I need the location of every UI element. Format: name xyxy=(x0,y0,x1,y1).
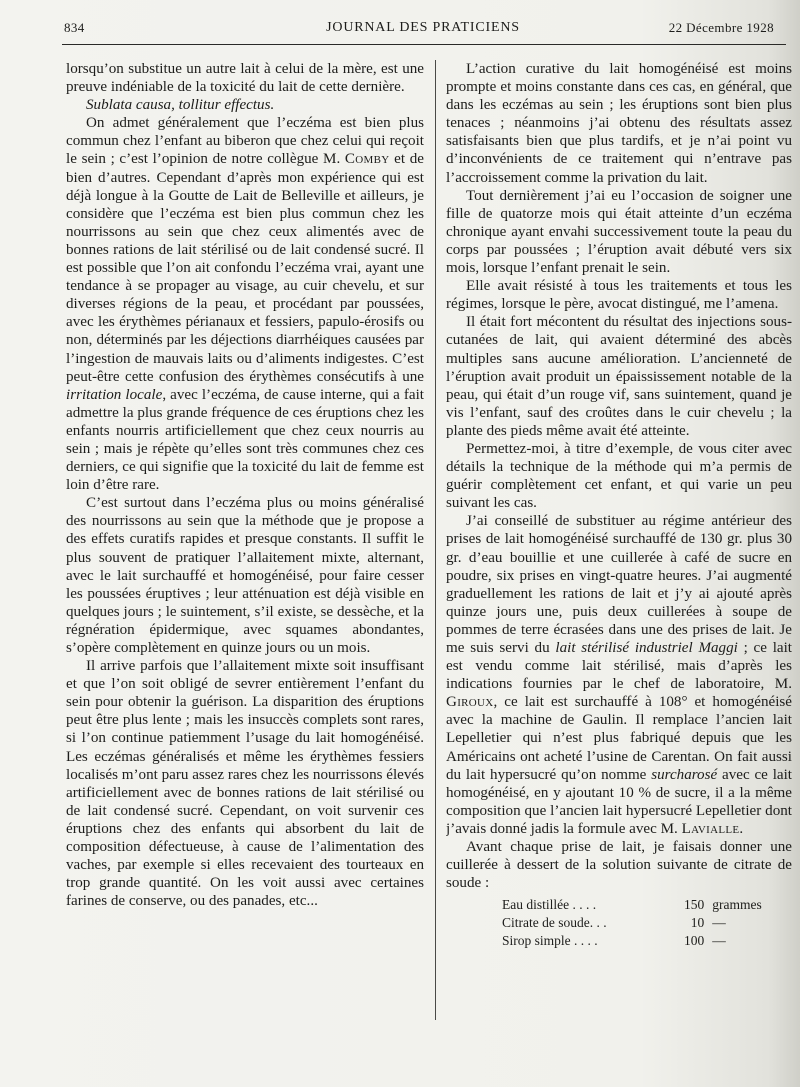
right-column xyxy=(446,60,792,1080)
page-header xyxy=(64,18,782,40)
emphasis: lait stérilisé industriel Maggi xyxy=(555,640,738,656)
paragraph: Il était fort mécontent du résultat des injections sous-cutanées de lait, qui avaient déterminé des abcès multiples sans aucune amélioration. L’ancienneté de l’éruption avait produit un épaississement notable de la peau, qui était d’un rouge vif, sans suintement, quand je vis l’enfant, sauf des croûtes dans le cuir chevelu ; la plante des pieds même avait été atteinte. xyxy=(446,314,792,439)
recipe-unit: — xyxy=(712,915,726,931)
page-number: 834 xyxy=(64,20,85,35)
recipe-quantity: 100 xyxy=(684,933,705,949)
recipe-ingredient: Eau distillée . . . . xyxy=(502,897,597,913)
recipe-row xyxy=(502,914,792,932)
recipe-row xyxy=(502,896,792,914)
recipe-table xyxy=(502,896,792,950)
recipe-unit: grammes xyxy=(712,897,762,913)
recipe-ingredient: Sirop simple . . . . xyxy=(502,933,598,949)
paragraph: lorsqu’on substitue un autre lait à celui de la mère, est une preuve indéniable de la toxicité du lait de cette dernière. xyxy=(66,61,424,96)
author-name: Comby xyxy=(344,151,390,168)
paragraph: C’est surtout dans l’eczéma plus ou moins généralisé des nourrissons au sein que la méthode que je propose a des effets curatifs rapides et presque constants. Il suffit le plus souvent de pratiquer l’allaitement mixte, alternant, avec le lait surchauffé et homogénéisé, pour faire cesser les poussées éruptives ; leur atténuation est déjà visible en quelques jours ; le suintement, s’il existe, se dessèche, et la régnération épidermique, avec squames abondantes, s’opère complètement en quinze jours ou un mois. xyxy=(66,495,424,656)
paragraph: Il arrive parfois que l’allaitement mixte soit insuffisant et que l’on soit obligé de sevrer entièrement l’enfant du sein pour obtenir la guérison. La disparition des éruptions peut être plus lente ; mais les insuccès complets sont rares, si l’on continue patiemment l’usage du lait homogénéisé. Les eczémas généralisés et même les érythèmes fessiers localisés m’ont paru assez rares chez les nourrissons élevés artificiellement avec de bonnes rations de lait stérilisé ou de lait condensé sucré. Cependant, on voit survenir ces éruptions chez des enfants qui absorbent du lait de composition défectueuse, à cause de l’alimentation des vaches, par exemple si elles recevaient des tourteaux en trop grande quantité. On les voit aussi avec certaines farines de conserve, ou des panades, etc... xyxy=(66,658,424,910)
recipe-quantity: 150 xyxy=(684,897,705,913)
emphasis: irritation locale xyxy=(66,386,163,403)
paragraph: Elle avait résisté à tous les traitements et tous les régimes, lorsque le père, avocat distingué, me l’amena. xyxy=(446,278,792,313)
paragraph: J’ai conseillé de substituer au régime antérieur des prises de lait homogénéisé surchauffé de 130 gr. plus 30 gr. d’eau bouillie et une cuillerée à café de sucre en poudre, six prises en vingt-quatre heures. J’ai augmenté graduellement les rations de lait et j’y ai ajouté après quinze jours une, puis deux cuillerées à soupe de pommes de terre écrasées dans une des prises de lait. Je me suis servi du lait stérilisé industriel Maggi ; ce lait est vendu comme lait stérilisé, mais d’après les indications fournies par le chef de laboratoire, M. Giroux, ce lait est surchauffé à 108° et homogénéisé avec la machine de Gaulin. Il remplace l’ancien lait Lepelletier qui n’est plus fabriqué depuis que les Américains ont acheté l’usine de Carentan. On fait aussi du lait hypersucré qu’on nomme surcharosé avec ce lait homogénéisé, en y ajoutant 10 % de sucre, il a la même composition que l’ancien lait hypersucré Lepelletier dont j’avais donné jadis la formule avec M. Lavialle. xyxy=(446,513,792,837)
recipe-row xyxy=(502,932,792,950)
emphasis: surcharosé xyxy=(651,766,718,783)
column-divider xyxy=(435,60,436,1020)
paragraph: On admet généralement que l’eczéma est bien plus commun chez l’enfant au biberon que chez celui qui reçoit le sein ; c’est l’opinion de notre collègue M. Comby et de bien d’autres. Cependant d’après mon expérience qui est déjà longue à la Goutte de Lait de Belleville et ailleurs, je considère que l’eczéma est bien plus commun chez les nourrissons au sein que chez ceux alimentés avec de bonnes rations de lait stérilisé ou de lait condensé sucré. Il est possible que l’on ait confondu l’eczéma vrai, ayant une tendance à se propager au visage, au cuir chevelu, et sur diverses régions de la peau, et procédant par poussées, avec les érythèmes périanaux et fessiers, papulo-érosifs ou non, déterminés par les déjections diarrhéiques causées par l’ingestion de mauvais laits ou d’aliments indigestes. C’est peut-être cette confusion des érythèmes consécutifs à une irritation locale, avec l’eczéma, de cause interne, qui a fait admettre la plus grande fréquence de ces éruptions chez les enfants nourris artificiellement que chez ceux nourris au sein ; mais je répète qu’elles sont très communes chez ces derniers, ce qui signifie que la toxicité du lait de femme est loin d’être rare. xyxy=(66,115,424,494)
journal-title: JOURNAL DES PRATICIENS xyxy=(326,20,520,35)
paragraph: Permettez-moi, à titre d’exemple, de vous citer avec détails la technique de la méthode qui m’a permis de guérir complètement cet enfant, et qui varie un peu suivant les cas. xyxy=(446,440,792,512)
author-name: Giroux xyxy=(446,694,494,711)
paragraph: Tout dernièrement j’ai eu l’occasion de soigner une fille de quatorze mois qui était atteinte d’un eczéma chronique ayant envahi successivement toute la peau du corps par poussées ; l’éruption avait débuté vers six mois, lorsque l’enfant prenait le sein. xyxy=(446,187,792,277)
latin-maxim: Sublata causa, tollitur effectus. xyxy=(86,97,275,114)
issue-date: 22 Décembre 1928 xyxy=(668,20,774,35)
paragraph: Avant chaque prise de lait, je faisais donner une cuillerée à dessert de la solution suivante de citrate de soude : xyxy=(446,839,792,892)
header-rule xyxy=(62,44,786,45)
recipe-ingredient: Citrate de soude. . . xyxy=(502,915,607,931)
recipe-unit: — xyxy=(712,933,726,949)
left-column xyxy=(66,60,424,910)
recipe-quantity: 10 xyxy=(690,915,705,931)
paragraph: L’action curative du lait homogénéisé est moins prompte et moins constante dans ces cas, en général, que dans les eczémas au sein ; les éruptions sont bien plus tenaces ; néanmoins j’ai obtenu des résultats assez satisfaisants bien que plus tardifs, et je n’ai point vu d’inconvénients de ce traitement qui n’entrave pas l’accroissement comme la privation du lait. xyxy=(446,61,792,186)
author-name: Lavialle xyxy=(681,820,740,837)
